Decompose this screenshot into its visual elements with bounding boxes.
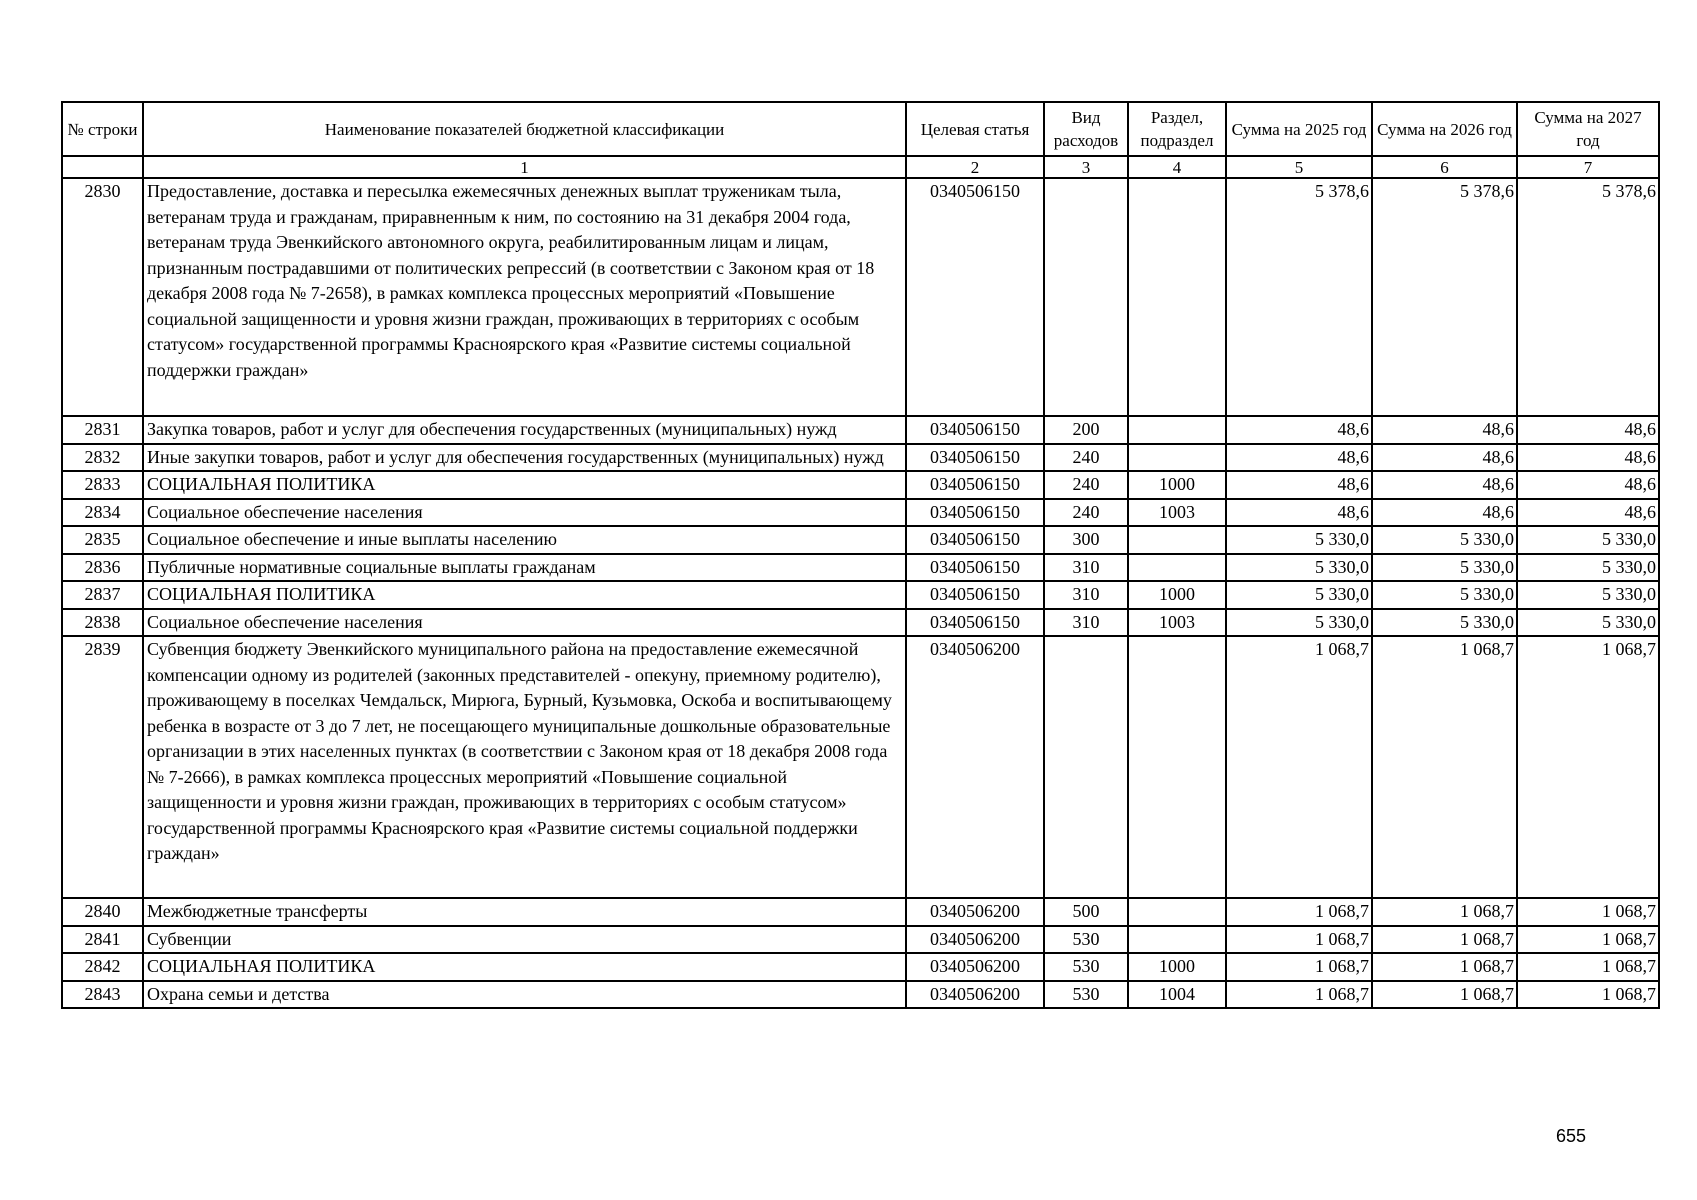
- header-section: Раздел, подраздел: [1128, 102, 1226, 156]
- table-row: [62, 499, 1659, 527]
- amount-2025-cell: 5 378,6: [1226, 178, 1372, 416]
- name-cell: Субвенции: [143, 926, 906, 954]
- table-row: [62, 471, 1659, 499]
- amount-2026-cell: 48,6: [1372, 444, 1517, 472]
- amount-2025-cell: 1 068,7: [1226, 953, 1372, 981]
- target-article-cell: 0340506150: [906, 609, 1044, 637]
- expense-type-cell: [1044, 178, 1128, 416]
- amount-2025-cell: 5 330,0: [1226, 581, 1372, 609]
- target-article-cell: 0340506150: [906, 554, 1044, 582]
- target-article-cell: 0340506200: [906, 953, 1044, 981]
- section-cell: [1128, 178, 1226, 416]
- expense-type-cell: 530: [1044, 926, 1128, 954]
- expense-type-cell: [1044, 636, 1128, 898]
- row-number-cell: 2831: [62, 416, 143, 444]
- table-body: [62, 178, 1659, 1008]
- section-cell: 1004: [1128, 981, 1226, 1009]
- section-cell: 1003: [1128, 499, 1226, 527]
- target-article-cell: 0340506150: [906, 471, 1044, 499]
- table-row: [62, 926, 1659, 954]
- row-number-cell: 2834: [62, 499, 143, 527]
- amount-2026-cell: 48,6: [1372, 499, 1517, 527]
- row-number-cell: 2835: [62, 526, 143, 554]
- header-2026: Сумма на 2026 год: [1372, 102, 1517, 156]
- target-article-cell: 0340506150: [906, 416, 1044, 444]
- amount-2025-cell: 48,6: [1226, 499, 1372, 527]
- expense-type-cell: 240: [1044, 471, 1128, 499]
- expense-type-cell: 200: [1044, 416, 1128, 444]
- amount-2027-cell: 48,6: [1517, 444, 1659, 472]
- row-number-cell: 2833: [62, 471, 143, 499]
- section-cell: [1128, 416, 1226, 444]
- row-number-cell: 2842: [62, 953, 143, 981]
- amount-2027-cell: 1 068,7: [1517, 981, 1659, 1009]
- column-number: 5: [1226, 156, 1372, 178]
- row-number-cell: 2838: [62, 609, 143, 637]
- section-cell: [1128, 444, 1226, 472]
- table-row: [62, 178, 1659, 416]
- row-number-cell: 2843: [62, 981, 143, 1009]
- target-article-cell: 0340506150: [906, 581, 1044, 609]
- amount-2026-cell: 1 068,7: [1372, 636, 1517, 898]
- amount-2025-cell: 1 068,7: [1226, 981, 1372, 1009]
- row-number-cell: 2841: [62, 926, 143, 954]
- row-number-cell: 2830: [62, 178, 143, 416]
- name-cell: СОЦИАЛЬНАЯ ПОЛИТИКА: [143, 581, 906, 609]
- row-number-cell: 2839: [62, 636, 143, 898]
- target-article-cell: 0340506150: [906, 526, 1044, 554]
- column-number: 2: [906, 156, 1044, 178]
- table-row: [62, 953, 1659, 981]
- name-cell: Публичные нормативные социальные выплаты гражданам: [143, 554, 906, 582]
- name-cell: Социальное обеспечение населения: [143, 609, 906, 637]
- name-cell: СОЦИАЛЬНАЯ ПОЛИТИКА: [143, 953, 906, 981]
- header-row: [62, 102, 1659, 156]
- amount-2025-cell: 48,6: [1226, 416, 1372, 444]
- amount-2026-cell: 5 330,0: [1372, 581, 1517, 609]
- amount-2027-cell: 5 330,0: [1517, 526, 1659, 554]
- section-cell: [1128, 554, 1226, 582]
- table-row: [62, 416, 1659, 444]
- amount-2025-cell: 5 330,0: [1226, 609, 1372, 637]
- table-row: [62, 898, 1659, 926]
- expense-type-cell: 530: [1044, 981, 1128, 1009]
- table-row: [62, 636, 1659, 898]
- amount-2027-cell: 5 378,6: [1517, 178, 1659, 416]
- section-cell: [1128, 636, 1226, 898]
- amount-2027-cell: 48,6: [1517, 499, 1659, 527]
- target-article-cell: 0340506200: [906, 981, 1044, 1009]
- amount-2025-cell: 1 068,7: [1226, 926, 1372, 954]
- header-row-number: № строки: [62, 102, 143, 156]
- target-article-cell: 0340506150: [906, 499, 1044, 527]
- column-number: 4: [1128, 156, 1226, 178]
- table-row: [62, 581, 1659, 609]
- expense-type-cell: 310: [1044, 609, 1128, 637]
- expense-type-cell: 310: [1044, 581, 1128, 609]
- name-cell: Охрана семьи и детства: [143, 981, 906, 1009]
- expense-type-cell: 240: [1044, 444, 1128, 472]
- amount-2026-cell: 1 068,7: [1372, 981, 1517, 1009]
- amount-2025-cell: 48,6: [1226, 471, 1372, 499]
- target-article-cell: 0340506200: [906, 926, 1044, 954]
- name-cell: Социальное обеспечение и иные выплаты населению: [143, 526, 906, 554]
- column-number: 3: [1044, 156, 1128, 178]
- target-article-cell: 0340506200: [906, 898, 1044, 926]
- expense-type-cell: 300: [1044, 526, 1128, 554]
- amount-2027-cell: 1 068,7: [1517, 898, 1659, 926]
- header-2025: Сумма на 2025 год: [1226, 102, 1372, 156]
- budget-table: [61, 101, 1660, 1009]
- section-cell: 1000: [1128, 471, 1226, 499]
- name-cell: Субвенция бюджету Эвенкийского муниципального района на предоставление ежемесячной компенсации одному из родителей (законных представителей - опекуну, приемному родителю), проживающему в поселках Чемдальск, Мирюга, Бурный, Кузьмовка, Оскоба и воспитывающему ребенка в возрасте от 3 до 7 лет, не посещающего муниципальные дошкольные образовательные организации в этих населенных пунктах (в соответствии с Законом края от 18 декабря 2008 года № 7-2666), в рамках комплекса процессных мероприятий «Повышение социальной защищенности и уровня жизни граждан, проживающих в территориях с особым статусом» государственной программы Красноярского края «Развитие системы социальной поддержки граждан»: [143, 636, 906, 898]
- amount-2026-cell: 5 330,0: [1372, 609, 1517, 637]
- name-cell: Предоставление, доставка и пересылка ежемесячных денежных выплат труженикам тыла, ветеранам труда и гражданам, приравненным к ним, по состоянию на 31 декабря 2004 года, ветеранам труда Эвенкийского автономного округа, реабилитированным лицам и лицам, признанным пострадавшими от политических репрессий (в соответствии с Законом края от 18 декабря 2008 года № 7-2658), в рамках комплекса процессных мероприятий «Повышение социальной защищенности и уровня жизни граждан, проживающих в территориях с особым статусом» государственной программы Красноярского края «Развитие системы социальной поддержки граждан»: [143, 178, 906, 416]
- row-number-cell: 2832: [62, 444, 143, 472]
- section-cell: [1128, 898, 1226, 926]
- table-row: [62, 444, 1659, 472]
- amount-2026-cell: 1 068,7: [1372, 898, 1517, 926]
- amount-2027-cell: 1 068,7: [1517, 926, 1659, 954]
- amount-2026-cell: 48,6: [1372, 416, 1517, 444]
- target-article-cell: 0340506150: [906, 178, 1044, 416]
- name-cell: Иные закупки товаров, работ и услуг для обеспечения государственных (муниципальных) нужд: [143, 444, 906, 472]
- column-number-empty: [62, 156, 143, 178]
- table-row: [62, 526, 1659, 554]
- section-cell: 1000: [1128, 953, 1226, 981]
- expense-type-cell: 500: [1044, 898, 1128, 926]
- column-number: 6: [1372, 156, 1517, 178]
- header-2027: Сумма на 2027 год: [1517, 102, 1659, 156]
- amount-2027-cell: 5 330,0: [1517, 609, 1659, 637]
- amount-2026-cell: 5 378,6: [1372, 178, 1517, 416]
- expense-type-cell: 310: [1044, 554, 1128, 582]
- column-number: 7: [1517, 156, 1659, 178]
- column-number-row: [62, 156, 1659, 178]
- amount-2027-cell: 1 068,7: [1517, 636, 1659, 898]
- amount-2025-cell: 1 068,7: [1226, 898, 1372, 926]
- row-number-cell: 2837: [62, 581, 143, 609]
- name-cell: Социальное обеспечение населения: [143, 499, 906, 527]
- amount-2027-cell: 48,6: [1517, 416, 1659, 444]
- amount-2027-cell: 48,6: [1517, 471, 1659, 499]
- amount-2026-cell: 5 330,0: [1372, 554, 1517, 582]
- name-cell: Межбюджетные трансферты: [143, 898, 906, 926]
- amount-2026-cell: 1 068,7: [1372, 953, 1517, 981]
- header-type: Вид расходов: [1044, 102, 1128, 156]
- amount-2026-cell: 5 330,0: [1372, 526, 1517, 554]
- amount-2027-cell: 5 330,0: [1517, 554, 1659, 582]
- target-article-cell: 0340506200: [906, 636, 1044, 898]
- column-number: 1: [143, 156, 906, 178]
- table-row: [62, 981, 1659, 1009]
- page-number: 655: [1556, 1126, 1587, 1146]
- target-article-cell: 0340506150: [906, 444, 1044, 472]
- name-cell: Закупка товаров, работ и услуг для обеспечения государственных (муниципальных) нужд: [143, 416, 906, 444]
- amount-2025-cell: 5 330,0: [1226, 554, 1372, 582]
- header-name: Наименование показателей бюджетной классификации: [143, 102, 906, 156]
- header-target: Целевая статья: [906, 102, 1044, 156]
- amount-2025-cell: 48,6: [1226, 444, 1372, 472]
- amount-2026-cell: 1 068,7: [1372, 926, 1517, 954]
- section-cell: 1003: [1128, 609, 1226, 637]
- section-cell: [1128, 926, 1226, 954]
- amount-2025-cell: 1 068,7: [1226, 636, 1372, 898]
- section-cell: 1000: [1128, 581, 1226, 609]
- row-number-cell: 2836: [62, 554, 143, 582]
- table-row: [62, 554, 1659, 582]
- amount-2027-cell: 5 330,0: [1517, 581, 1659, 609]
- amount-2026-cell: 48,6: [1372, 471, 1517, 499]
- expense-type-cell: 240: [1044, 499, 1128, 527]
- row-number-cell: 2840: [62, 898, 143, 926]
- amount-2025-cell: 5 330,0: [1226, 526, 1372, 554]
- name-cell: СОЦИАЛЬНАЯ ПОЛИТИКА: [143, 471, 906, 499]
- amount-2027-cell: 1 068,7: [1517, 953, 1659, 981]
- expense-type-cell: 530: [1044, 953, 1128, 981]
- section-cell: [1128, 526, 1226, 554]
- table-row: [62, 609, 1659, 637]
